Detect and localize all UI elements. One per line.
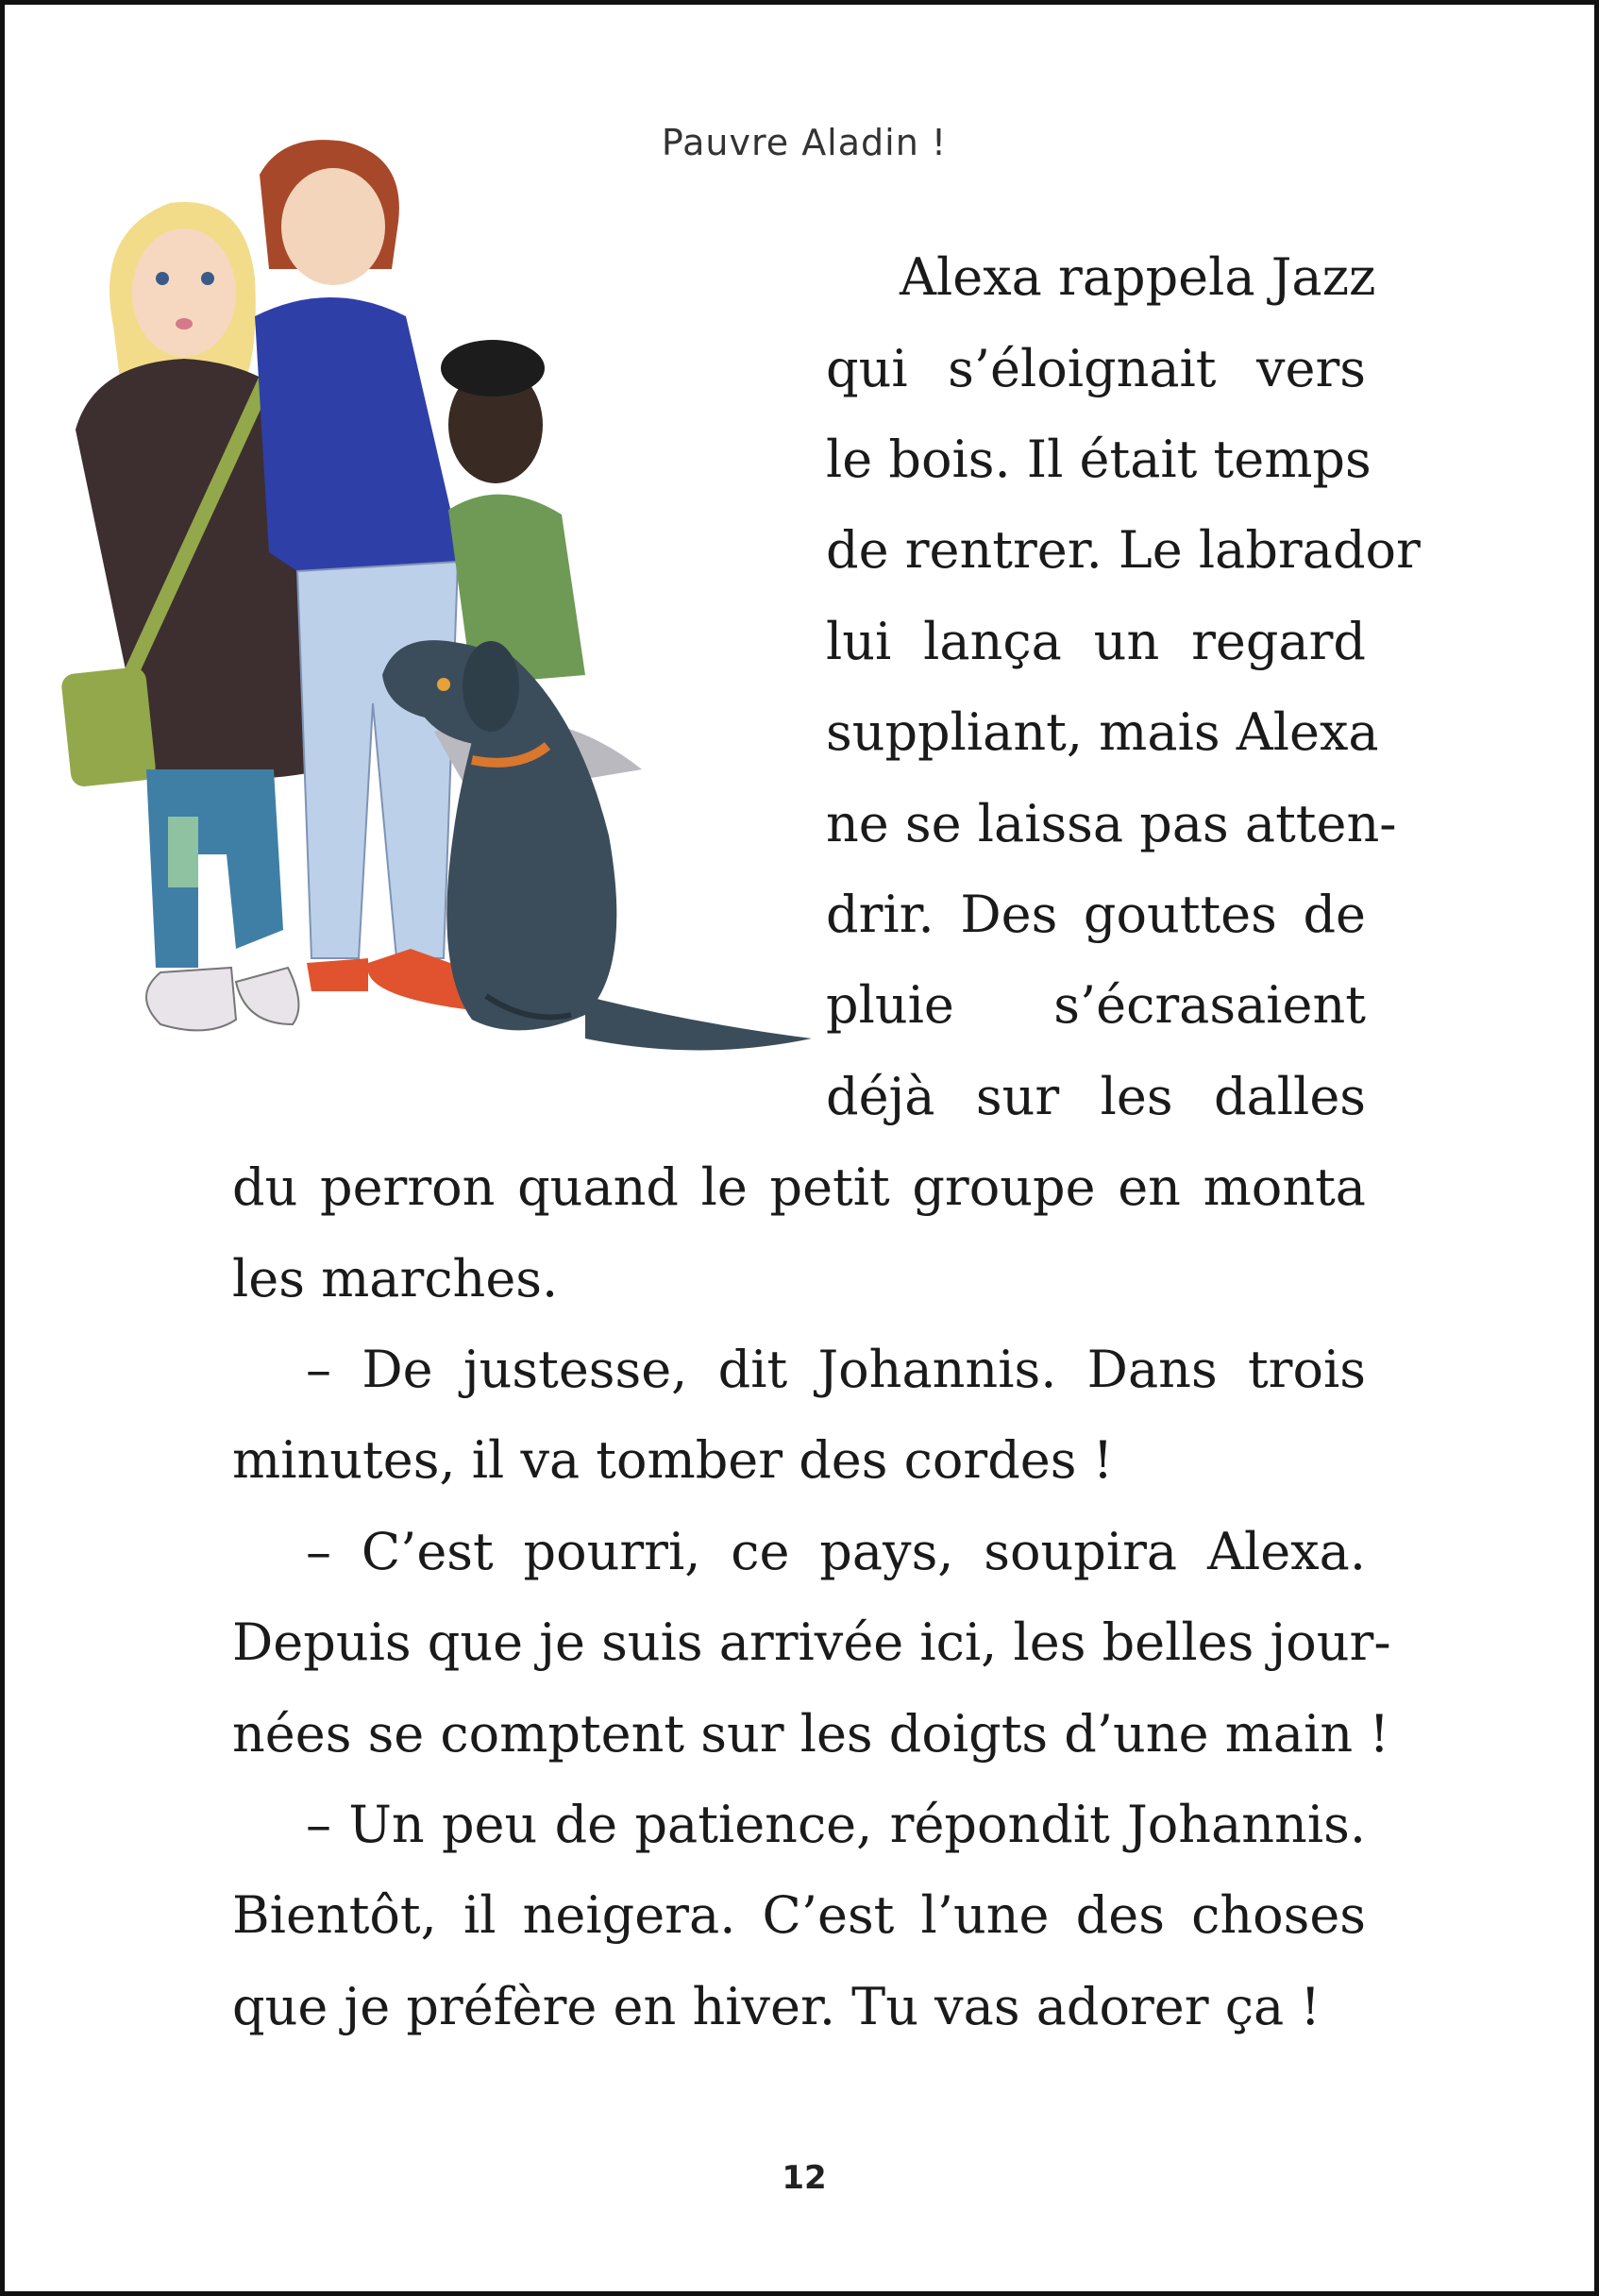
text-line: du perron quand le petit groupe en monta xyxy=(232,1157,1366,1217)
page-number: 12 xyxy=(782,2159,827,2197)
text-line: déjà sur les dalles xyxy=(826,1067,1366,1126)
text-line: – C’est pourri, ce pays, soupira Alexa. xyxy=(306,1522,1366,1581)
text-line: pluie s’écrasaient xyxy=(826,975,1366,1035)
text-line: suppliant, mais Alexa xyxy=(826,702,1379,762)
text-line: – Un peu de patience, répondit Johannis. xyxy=(306,1795,1366,1854)
text-line: nées se comptent sur les doigts d’une main ! xyxy=(232,1704,1390,1764)
text-line: que je préfère en hiver. Tu vas adorer ça ! xyxy=(232,1977,1321,2036)
text-line: qui s’éloignait vers xyxy=(826,339,1366,398)
text-line: – De justesse, dit Johannis. Dans trois xyxy=(306,1340,1366,1399)
text-line: drir. Des gouttes de xyxy=(826,885,1366,944)
text-line: le bois. Il était temps xyxy=(826,430,1372,489)
text-line: ne se laissa pas atten- xyxy=(826,794,1397,853)
dog-tail xyxy=(585,996,812,1051)
text-line: Bientôt, il neigera. C’est l’une des choses xyxy=(232,1885,1366,1945)
running-head: Pauvre Aladin ! xyxy=(661,122,948,163)
text-line: minutes, il va tomber des cordes ! xyxy=(232,1430,1114,1490)
text-line: Alexa rappela Jazz xyxy=(900,247,1376,307)
text-line: de rentrer. Le labrador xyxy=(826,520,1421,580)
text-line: Depuis que je suis arrivée ici, les belles jour- xyxy=(232,1612,1391,1672)
text-line: les marches. xyxy=(232,1249,559,1308)
children-with-dog-illustration xyxy=(57,118,831,1109)
text-line: lui lança un regard xyxy=(826,612,1366,671)
